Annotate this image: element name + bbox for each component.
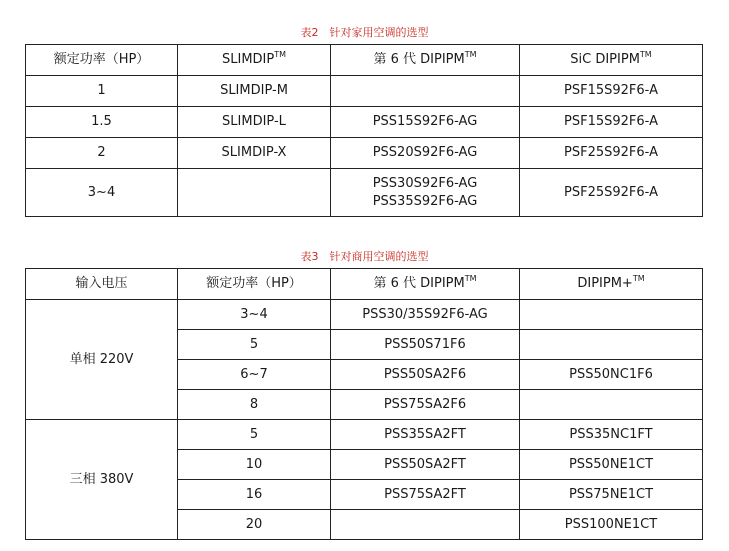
cell-sic-dipipm: PSF25S92F6-A (520, 169, 703, 217)
table-row (26, 138, 703, 169)
table3-caption: 表3 针对商用空调的选型 (300, 250, 429, 263)
cell-rated-power: 1.5 (26, 107, 178, 138)
cell-gen6-dipipm (331, 76, 520, 107)
part-number: PSS30S92F6-AG (372, 175, 478, 191)
cell-dipipm-plus: PSS100NE1CT (520, 510, 703, 540)
cell-dipipm-plus: PSS75NE1CT (520, 480, 703, 510)
table2-caption: 表2 针对家用空调的选型 (300, 26, 429, 39)
cell-rated-power: 1 (26, 76, 178, 107)
table-row (26, 107, 703, 138)
cell-slimdip (178, 169, 331, 217)
cell-dipipm-plus: PSS50NC1F6 (520, 360, 703, 390)
cell-dipipm-plus: PSS50NE1CT (520, 450, 703, 480)
cell-input-voltage: 单相 220V (26, 300, 178, 420)
table-row (26, 420, 703, 450)
table-row (26, 76, 703, 107)
cell-gen6-dipipm: PSS15S92F6-AG (331, 107, 520, 138)
cell-rated-power: 10 (178, 450, 331, 480)
part-number: PSS35S92F6-AG (372, 193, 478, 209)
cell-slimdip: SLIMDIP-M (178, 76, 331, 107)
cell-sic-dipipm: PSF15S92F6-A (520, 107, 703, 138)
header-input-voltage: 输入电压 (26, 269, 178, 300)
cell-gen6-dipipm: PSS50SA2F6 (331, 360, 520, 390)
header-slimdip: SLIMDIP™ (178, 45, 331, 76)
cell-dipipm-plus (520, 390, 703, 420)
cell-slimdip: SLIMDIP-L (178, 107, 331, 138)
cell-sic-dipipm: PSF15S92F6-A (520, 76, 703, 107)
cell-gen6-dipipm: PSS20S92F6-AG (331, 138, 520, 169)
cell-dipipm-plus: PSS35NC1FT (520, 420, 703, 450)
cell-rated-power: 2 (26, 138, 178, 169)
cell-dipipm-plus (520, 300, 703, 330)
table3-commercial-ac-selection (25, 268, 703, 540)
cell-gen6-dipipm: PSS50SA2FT (331, 450, 520, 480)
header-gen6-dipipm: 第 6 代 DIPIPM™ (331, 269, 520, 300)
header-dipipm-plus: DIPIPM+™ (520, 269, 703, 300)
cell-rated-power: 3~4 (26, 169, 178, 217)
cell-gen6-dipipm: PSS35SA2FT (331, 420, 520, 450)
cell-rated-power: 5 (178, 330, 331, 360)
cell-slimdip: SLIMDIP-X (178, 138, 331, 169)
cell-gen6-dipipm (331, 169, 520, 217)
cell-rated-power: 3~4 (178, 300, 331, 330)
cell-rated-power: 20 (178, 510, 331, 540)
cell-gen6-dipipm: PSS75SA2F6 (331, 390, 520, 420)
cell-gen6-dipipm: PSS50S71F6 (331, 330, 520, 360)
header-sic-dipipm: SiC DIPIPM™ (520, 45, 703, 76)
table2-header-row (26, 45, 703, 76)
header-rated-power: 额定功率（HP） (178, 269, 331, 300)
table2-home-ac-selection (25, 44, 703, 217)
cell-gen6-dipipm: PSS75SA2FT (331, 480, 520, 510)
cell-rated-power: 8 (178, 390, 331, 420)
cell-rated-power: 5 (178, 420, 331, 450)
cell-gen6-dipipm (331, 510, 520, 540)
cell-gen6-dipipm: PSS30/35S92F6-AG (331, 300, 520, 330)
cell-sic-dipipm: PSF25S92F6-A (520, 138, 703, 169)
header-gen6-dipipm: 第 6 代 DIPIPM™ (331, 45, 520, 76)
header-rated-power: 额定功率（HP） (26, 45, 178, 76)
table3-header-row (26, 269, 703, 300)
table-row (26, 169, 703, 217)
table-row (26, 300, 703, 330)
cell-rated-power: 6~7 (178, 360, 331, 390)
cell-rated-power: 16 (178, 480, 331, 510)
cell-dipipm-plus (520, 330, 703, 360)
cell-input-voltage: 三相 380V (26, 420, 178, 540)
